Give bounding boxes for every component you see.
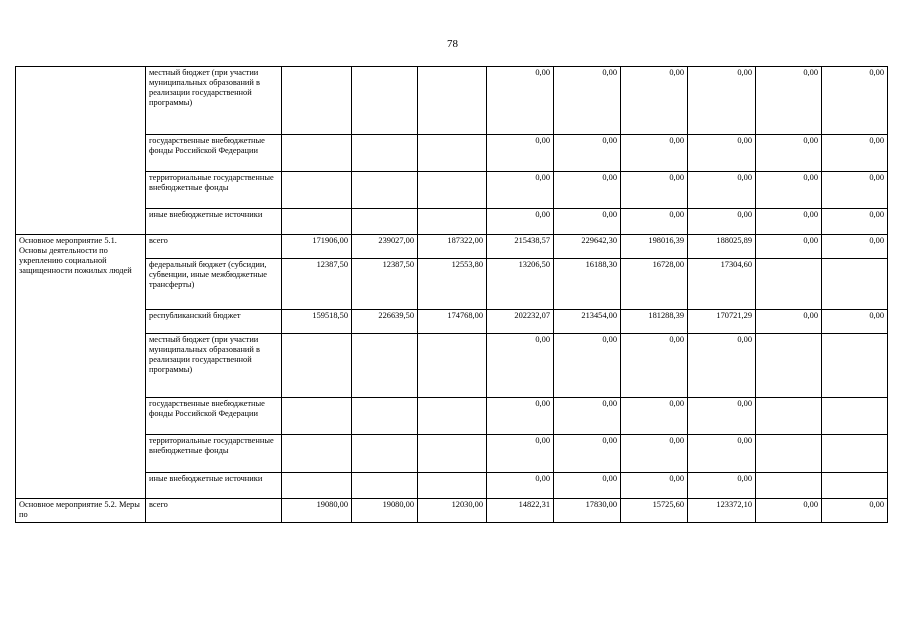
funding-source-cell: территориальные государственные внебюджетные фонды: [146, 172, 282, 209]
value-cell: 0,00: [621, 473, 688, 499]
funding-source-cell: всего: [146, 499, 282, 523]
event-name-cell: [16, 67, 146, 235]
value-cell: [822, 473, 888, 499]
value-cell: 0,00: [756, 235, 822, 259]
value-cell: [352, 435, 418, 473]
value-cell: 213454,00: [554, 310, 621, 334]
value-cell: 170721,29: [688, 310, 756, 334]
value-cell: [282, 67, 352, 135]
table-row: [16, 235, 888, 259]
value-cell: [756, 334, 822, 398]
funding-source-cell: государственные внебюджетные фонды Российской Федерации: [146, 398, 282, 435]
value-cell: 0,00: [688, 67, 756, 135]
funding-source-cell: федеральный бюджет (субсидии, субвенции, иные межбюджетные трансферты): [146, 259, 282, 310]
value-cell: 0,00: [487, 172, 554, 209]
value-cell: [418, 135, 487, 172]
value-cell: 159518,50: [282, 310, 352, 334]
table-row: [16, 135, 888, 172]
value-cell: [756, 473, 822, 499]
table-row: [16, 67, 888, 135]
value-cell: [352, 334, 418, 398]
value-cell: 19080,00: [352, 499, 418, 523]
value-cell: 0,00: [621, 67, 688, 135]
value-cell: [282, 209, 352, 235]
funding-source-cell: государственные внебюджетные фонды Российской Федерации: [146, 135, 282, 172]
value-cell: 17830,00: [554, 499, 621, 523]
value-cell: 0,00: [688, 209, 756, 235]
value-cell: 0,00: [822, 172, 888, 209]
value-cell: 0,00: [688, 172, 756, 209]
value-cell: 0,00: [756, 67, 822, 135]
value-cell: 0,00: [487, 209, 554, 235]
value-cell: 198016,39: [621, 235, 688, 259]
value-cell: 0,00: [688, 435, 756, 473]
value-cell: [418, 473, 487, 499]
value-cell: [352, 135, 418, 172]
value-cell: 0,00: [621, 435, 688, 473]
funding-source-cell: всего: [146, 235, 282, 259]
value-cell: 0,00: [756, 209, 822, 235]
value-cell: 14822,31: [487, 499, 554, 523]
value-cell: 188025,89: [688, 235, 756, 259]
value-cell: 0,00: [487, 473, 554, 499]
value-cell: 0,00: [822, 499, 888, 523]
value-cell: 0,00: [822, 209, 888, 235]
value-cell: 0,00: [487, 334, 554, 398]
value-cell: 0,00: [688, 135, 756, 172]
value-cell: [282, 135, 352, 172]
value-cell: 0,00: [822, 67, 888, 135]
value-cell: [282, 435, 352, 473]
funding-source-cell: республиканский бюджет: [146, 310, 282, 334]
value-cell: [756, 398, 822, 435]
value-cell: 0,00: [554, 334, 621, 398]
value-cell: 0,00: [554, 67, 621, 135]
value-cell: 19080,00: [282, 499, 352, 523]
value-cell: 12553,80: [418, 259, 487, 310]
value-cell: 0,00: [487, 135, 554, 172]
value-cell: [352, 67, 418, 135]
value-cell: [756, 259, 822, 310]
value-cell: [352, 209, 418, 235]
funding-source-cell: иные внебюджетные источники: [146, 209, 282, 235]
funding-source-cell: иные внебюджетные источники: [146, 473, 282, 499]
value-cell: [352, 473, 418, 499]
value-cell: [418, 209, 487, 235]
value-cell: 0,00: [688, 473, 756, 499]
value-cell: 0,00: [487, 435, 554, 473]
value-cell: 215438,57: [487, 235, 554, 259]
value-cell: 0,00: [554, 172, 621, 209]
value-cell: 0,00: [621, 334, 688, 398]
table-body: [16, 67, 888, 523]
value-cell: 15725,60: [621, 499, 688, 523]
page-number: 78: [447, 38, 458, 50]
value-cell: 13206,50: [487, 259, 554, 310]
value-cell: 12387,50: [352, 259, 418, 310]
value-cell: [822, 259, 888, 310]
value-cell: 181288,39: [621, 310, 688, 334]
value-cell: 0,00: [756, 172, 822, 209]
value-cell: 0,00: [688, 398, 756, 435]
value-cell: 0,00: [621, 135, 688, 172]
value-cell: 0,00: [554, 473, 621, 499]
value-cell: 0,00: [756, 135, 822, 172]
value-cell: [418, 67, 487, 135]
value-cell: 0,00: [756, 310, 822, 334]
value-cell: 0,00: [487, 398, 554, 435]
value-cell: [282, 334, 352, 398]
value-cell: [418, 334, 487, 398]
value-cell: [756, 435, 822, 473]
value-cell: 0,00: [822, 310, 888, 334]
event-name-cell: Основное мероприятие 5.2. Меры по: [16, 499, 146, 523]
value-cell: 12030,00: [418, 499, 487, 523]
value-cell: 0,00: [756, 499, 822, 523]
table-row: [16, 398, 888, 435]
budget-table: [15, 66, 888, 523]
value-cell: 171906,00: [282, 235, 352, 259]
value-cell: 0,00: [554, 435, 621, 473]
funding-source-cell: территориальные государственные внебюджетные фонды: [146, 435, 282, 473]
value-cell: [418, 172, 487, 209]
table-row: [16, 499, 888, 523]
value-cell: 202232,07: [487, 310, 554, 334]
value-cell: [418, 398, 487, 435]
value-cell: [282, 398, 352, 435]
value-cell: [822, 398, 888, 435]
value-cell: [352, 398, 418, 435]
value-cell: [822, 334, 888, 398]
value-cell: [352, 172, 418, 209]
value-cell: 17304,60: [688, 259, 756, 310]
value-cell: 0,00: [554, 398, 621, 435]
value-cell: 0,00: [688, 334, 756, 398]
value-cell: 16728,00: [621, 259, 688, 310]
value-cell: 16188,30: [554, 259, 621, 310]
value-cell: 0,00: [621, 398, 688, 435]
value-cell: 229642,30: [554, 235, 621, 259]
funding-source-cell: местный бюджет (при участии муниципальных образований в реализации государственной программы): [146, 334, 282, 398]
funding-source-cell: местный бюджет (при участии муниципальных образований в реализации государственной программы): [146, 67, 282, 135]
table-row: [16, 435, 888, 473]
value-cell: 226639,50: [352, 310, 418, 334]
event-name-cell: Основное мероприятие 5.1. Основы деятельности по укреплению социальной защищенности пожилых людей: [16, 235, 146, 499]
table-row: [16, 172, 888, 209]
table-row: [16, 259, 888, 310]
value-cell: [282, 172, 352, 209]
table-row: [16, 209, 888, 235]
value-cell: 12387,50: [282, 259, 352, 310]
value-cell: 0,00: [554, 209, 621, 235]
value-cell: 0,00: [822, 135, 888, 172]
value-cell: [822, 435, 888, 473]
value-cell: 174768,00: [418, 310, 487, 334]
value-cell: [418, 435, 487, 473]
value-cell: 0,00: [621, 209, 688, 235]
table-row: [16, 473, 888, 499]
value-cell: 0,00: [487, 67, 554, 135]
value-cell: 187322,00: [418, 235, 487, 259]
value-cell: 0,00: [554, 135, 621, 172]
value-cell: 239027,00: [352, 235, 418, 259]
value-cell: [282, 473, 352, 499]
value-cell: 0,00: [822, 235, 888, 259]
value-cell: 0,00: [621, 172, 688, 209]
table-row: [16, 310, 888, 334]
table-row: [16, 334, 888, 398]
value-cell: 123372,10: [688, 499, 756, 523]
